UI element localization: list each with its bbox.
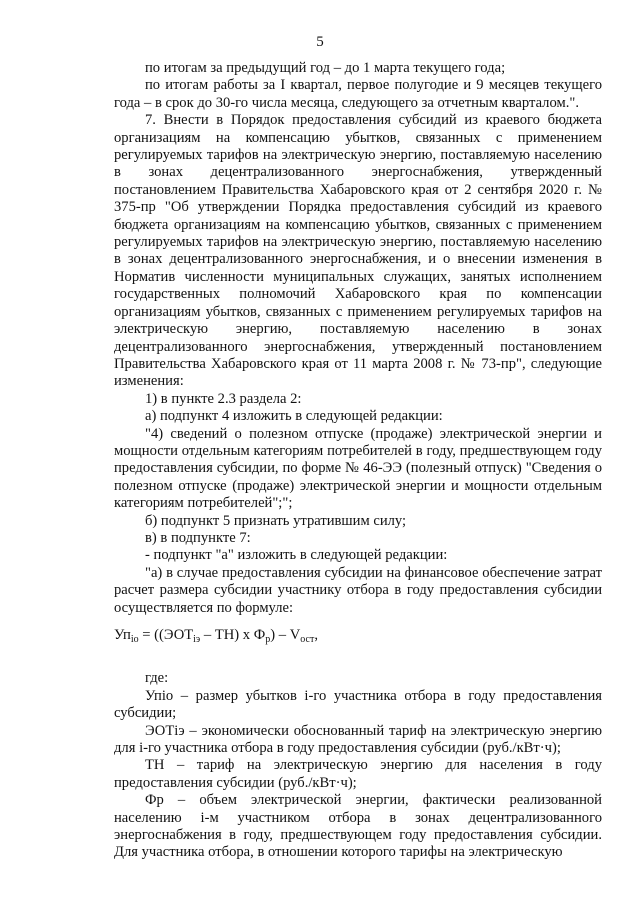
definition-f: Фр – объем электрической энергии, фактически реализованной населению i-м участником отбора в зонах децентрализованного энергоснабжения в году, предшествующем году предоставления субсидии. Для участника отбора, в отношении которого тарифы на электрическую <box>114 792 602 861</box>
definition-tn: ТН – тариф на электрическую энергию для населения в году предоставления субсидии (руб./кВт·ч); <box>114 757 602 791</box>
formula-lhs: Уп <box>114 627 131 643</box>
document-body <box>114 60 602 862</box>
page-number: 5 <box>316 34 324 50</box>
paragraph-6: "4) сведений о полезном отпуске (продаже) электрической энергии и мощности отдельным категориям потребителей в году, предшествующем году предоставления субсидии, по форме № 46-ЭЭ (полезный отпуск) "Сведения о полезном отпуске (продаже) электрической энергии и мощности отдельным категориям потребителей";"; <box>114 425 602 512</box>
formula <box>114 627 602 648</box>
formula-eot-sub: iэ <box>193 634 201 645</box>
formula-end: , <box>314 627 318 643</box>
definition-eot: ЭОТiэ – экономически обоснованный тариф на электрическую энергию для i-го участника отбора в году предоставления субсидии (руб./кВт·ч); <box>114 722 602 757</box>
paragraph-7: б) подпункт 5 признать утратившим силу; <box>145 512 407 529</box>
formula-rhs: ) – V <box>270 627 301 643</box>
paragraph-2: по итогам работы за I квартал, первое полугодие и 9 месяцев текущего года – в срок до 30-го числа месяца, следующего за отчетным кварталом.". <box>114 77 602 111</box>
formula-mid: – ТН) х Ф <box>200 627 266 643</box>
formula-v-sub: ост <box>300 634 315 645</box>
definition-up: Упiо – размер убытков i-го участника отбора в году предоставления субсидии; <box>114 687 602 722</box>
formula-lhs-sub: iо <box>130 634 139 645</box>
paragraph-3: 7. Внести в Порядок предоставления субсидий из краевого бюджета организациям на компенсацию убытков, связанных с применением регулируемых тарифов на электрическую энергию, поставляемую населению в зонах децентрализованного энергоснабжения, утвержденный постановлением Правительства Хабаровского края от 2 сентября 2020 г. № 375-пр "Об утверждении Порядка предоставления субсидий из краевого бюджета организациям на компенсацию убытков, связанных с применением регулируемых тарифов на электрическую энергию, поставляемую населению в зонах децентрализованного энергоснабжения, и о внесении изменения в Норматив численности муниципальных служащих, занятых исполнением государственных полномочий Хабаровского края по компенсации организациям убытков, связанных с применением регулируемых тарифов на электрическую энергию, поставляемую населению в зонах децентрализованного энергоснабжения, утвержденный постановлением Правительства Хабаровского края от 11 марта 2008 г. № 73-пр", следующие изменения: <box>114 112 602 390</box>
paragraph-5: а) подпункт 4 изложить в следующей редакции: <box>145 408 443 425</box>
where-line: где: <box>145 670 169 687</box>
paragraph-8: в) в подпункте 7: <box>145 529 251 546</box>
paragraph-9: - подпункт "а" изложить в следующей редакции: <box>145 547 448 564</box>
formula-eq: = ((ЭОТ <box>138 627 194 643</box>
paragraph-1: по итогам за предыдущий год – до 1 марта текущего года; <box>145 60 506 76</box>
paragraph-10: "а) в случае предоставления субсидии на финансовое обеспечение затрат расчет размера субсидии участнику отбора в году предоставления субсидии осуществляется по формуле: <box>114 564 602 616</box>
formula-f-sub: р <box>265 634 271 645</box>
paragraph-4: 1) в пункте 2.3 раздела 2: <box>145 390 302 407</box>
